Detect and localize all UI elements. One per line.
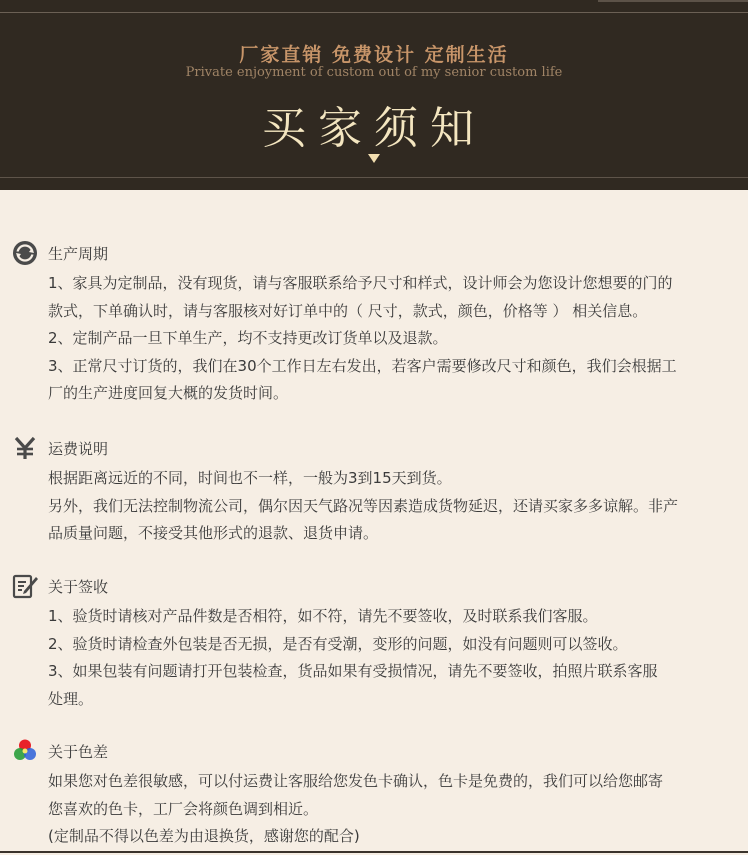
body-line: 您喜欢的色卡，工厂会将颜色调到相近。 <box>48 799 319 818</box>
body-line: 另外，我们无法控制物流公司，偶尔因天气路况等因素造成货物延迟，还请买家多多谅解。非产 <box>48 496 679 515</box>
section-body <box>48 465 738 548</box>
body-line: 如果您对色差很敏感，可以付运费让客服给您发色卡确认，色卡是免费的，我们可以给您邮寄 <box>48 772 664 790</box>
section-body <box>48 270 738 408</box>
header-bottom-line <box>0 177 748 178</box>
section-title: 生产周期 <box>48 245 109 263</box>
header-top-line <box>0 12 748 13</box>
body-line: 3、如果包装有问题请打开包装检查，货品如果有受损情况，请先不要签收，拍照片联系客服 <box>48 662 658 680</box>
footer-line <box>0 851 748 853</box>
section-body <box>48 768 738 851</box>
body-line: 2、验货时请检查外包装是否无损，是否有受潮，变形的问题，如没有问题则可以签收。 <box>48 634 628 653</box>
page-title: 买家须知 <box>262 103 486 154</box>
body-line: 根据距离远近的不同，时间也不一样，一般为3到15天到货。 <box>48 469 452 487</box>
body-line: 2、定制产品一旦下单生产，均不支持更改订货单以及退款。 <box>48 329 448 347</box>
section-title: 关于签收 <box>48 578 109 596</box>
body-line: 厂的生产进度回复大概的发货时间。 <box>48 384 289 402</box>
header-banner <box>0 0 748 190</box>
header-slogan: 厂家直销 免费设计 定制生活 <box>239 44 509 66</box>
section-body <box>48 603 738 713</box>
body-line: 处理。 <box>48 689 94 708</box>
down-arrow-icon <box>368 154 380 163</box>
cycle-icon <box>12 240 38 266</box>
body-line: 1、验货时请核对产品件数是否相符，如不符，请先不要签收，及时联系我们客服。 <box>48 607 598 625</box>
color-wheel-icon <box>12 738 38 764</box>
yen-icon <box>12 435 38 461</box>
body-line: 1、家具为定制品，没有现货，请与客服联系给予尺寸和样式，设计师会为您设计您想要的门的 <box>48 274 673 292</box>
body-line: 3、正常尺寸订货的，我们在30个工作日左右发出，若客户需要修改尺寸和颜色，我们会根据工 <box>48 356 677 375</box>
section-title: 运费说明 <box>48 440 109 458</box>
header-accent-line <box>598 0 748 2</box>
sign-document-icon <box>12 573 38 599</box>
section-title: 关于色差 <box>48 743 109 761</box>
body-line: 品质量问题，不接受其他形式的退款、退货申请。 <box>48 524 379 542</box>
body-line: 款式，下单确认时，请与客服核对好订单中的（ 尺寸，款式，颜色，价格等 ） 相关信息。 <box>48 301 648 320</box>
header-subslogan: Private enjoyment of custom out of my senior custom life <box>185 65 563 80</box>
body-line: (定制品不得以色差为由退换货，感谢您的配合) <box>48 827 360 845</box>
